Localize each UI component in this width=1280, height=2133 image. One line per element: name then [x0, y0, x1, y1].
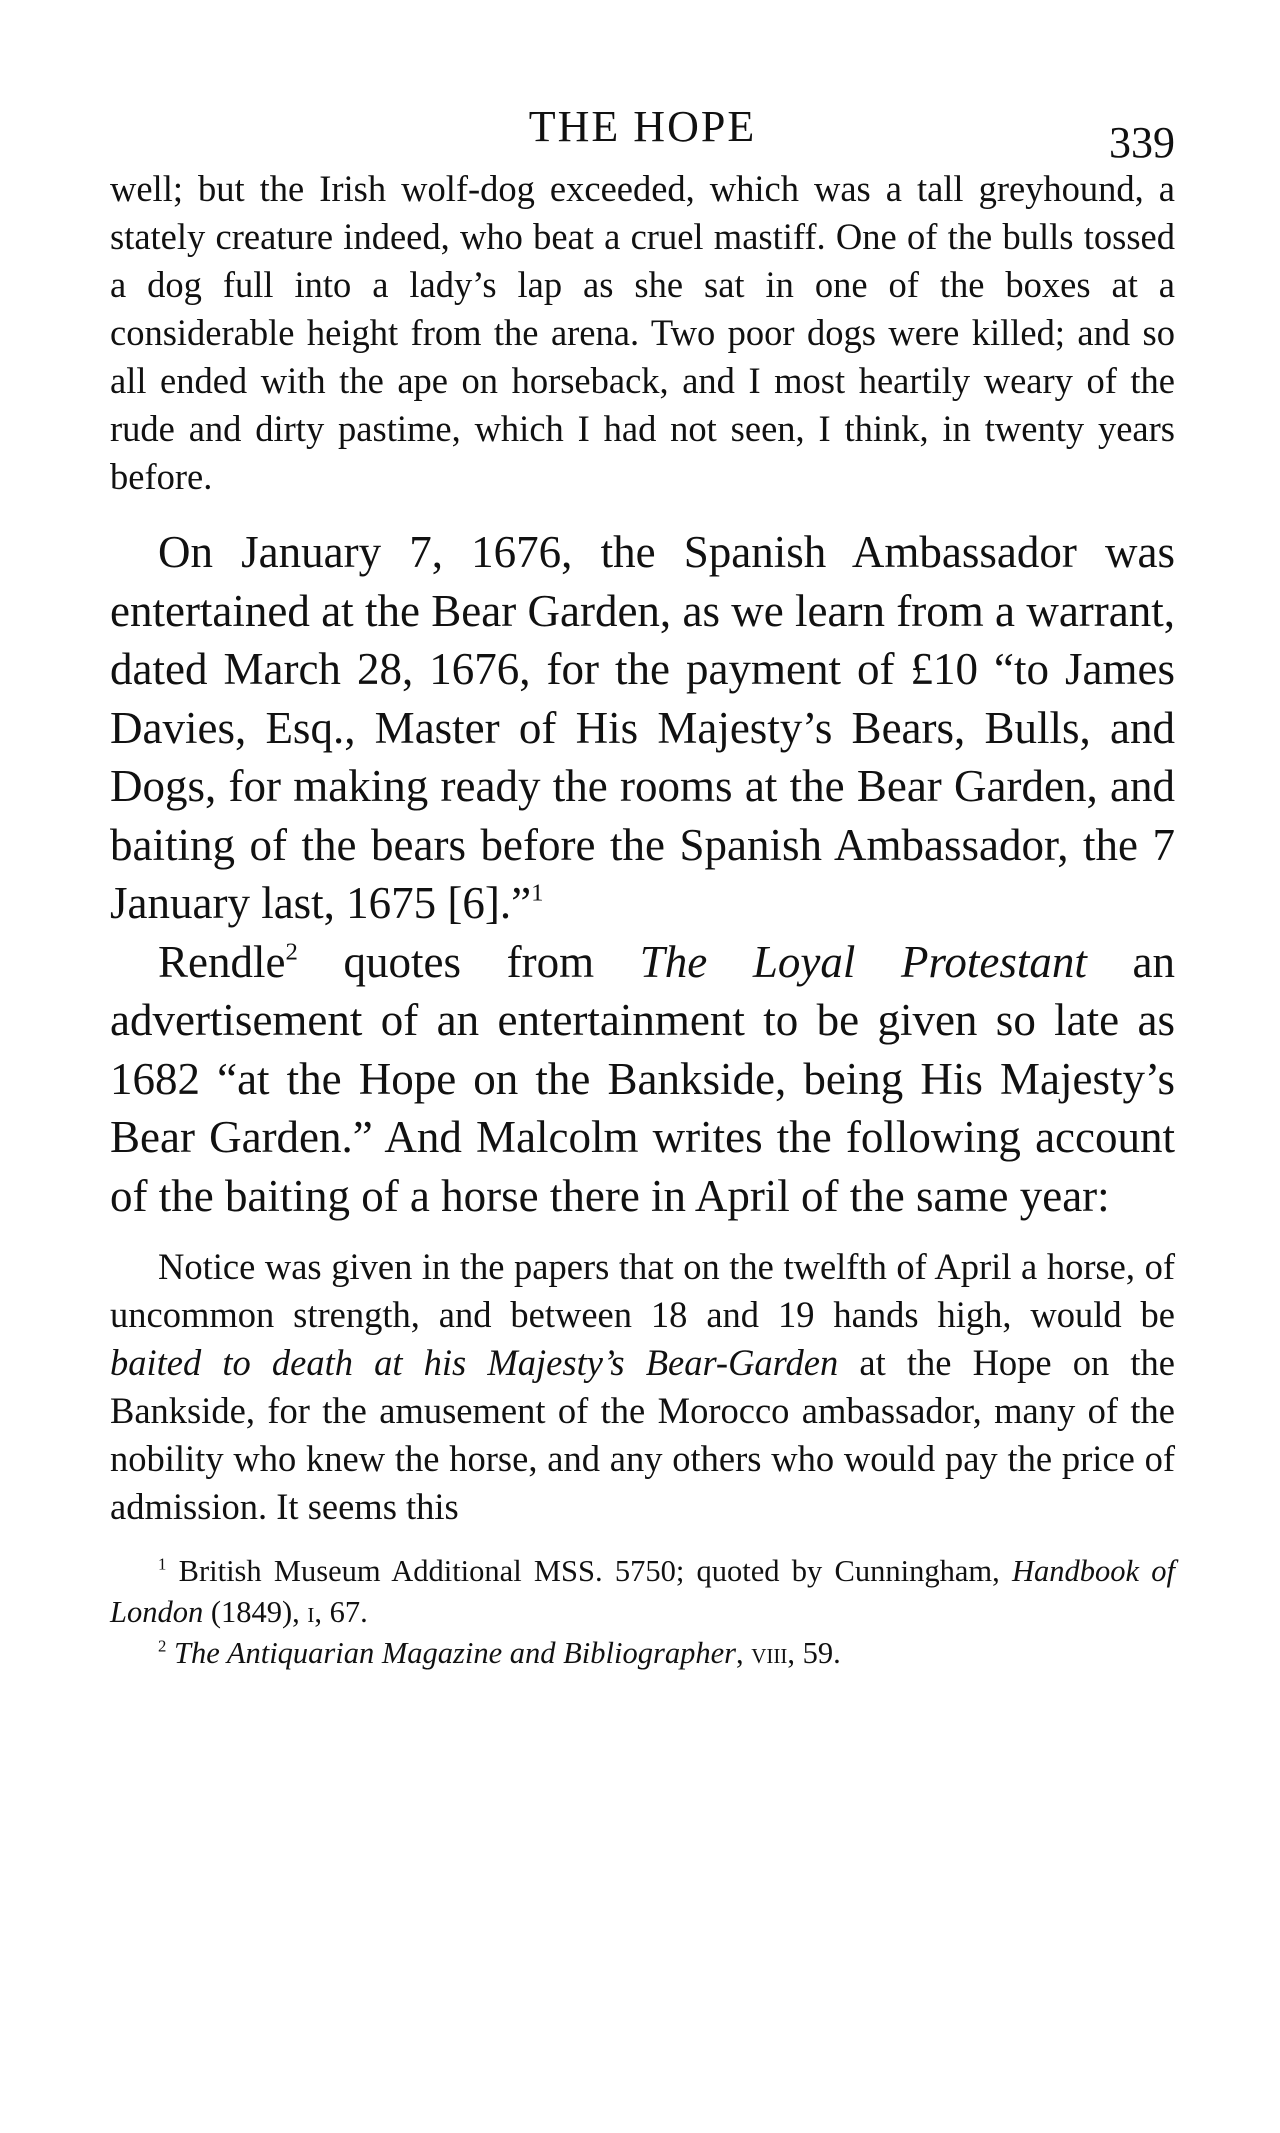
title-loyal-protestant: The Loyal Protestant	[639, 936, 1087, 987]
footnote-volume: i	[307, 1595, 315, 1629]
running-head: THE HOPE	[528, 102, 757, 151]
page-header	[110, 95, 1175, 167]
footnote-text: (1849),	[203, 1595, 308, 1629]
footnote-text: ,	[736, 1636, 752, 1670]
footnote-title: Handbook of London	[110, 1554, 1175, 1629]
footnote-text: British Museum Additional MSS. 5750; quoted by Cunningham,	[166, 1554, 1012, 1588]
paragraph-text: On January 7, 1676, the Spanish Ambassador was entertained at the Bear Garden, as we learn from a warrant, dated March 28, 1676, for the payment of £10 “to James Davies, Esq., Master of His Majesty’s Bears, Bulls, and Dogs, for making ready the rooms at the Bear Garden, and baiting of the bears before the Spanish Ambassador, the 7 January last, 1675 [6].”	[110, 527, 1175, 928]
quote-text: Notice was given in the papers that on the twelfth of April a horse, of uncommon strength, and between 18 and 19 hands high, would be	[110, 1246, 1175, 1335]
paragraph-text: an advertisement of an entertainment to be given so late as 1682 “at the Hope on the Bankside, being His Majesty’s Bear Garden.” And Malcolm writes the following account of the baiting of a horse there in April of the same year:	[110, 936, 1175, 1221]
footnote-text: , 67.	[314, 1595, 368, 1629]
footnote-1	[110, 1551, 1175, 1633]
footnote-text: , 59.	[787, 1636, 841, 1670]
footnote-marker: 1	[158, 1554, 167, 1574]
page-number: 339	[1109, 118, 1175, 167]
quote-text: at the Hope on the Bankside, for the amusement of the Morocco ambassador, many of the nobility who knew the horse, and any others who would pay the price of admission. It seems this	[110, 1342, 1175, 1527]
block-quote-continued: well; but the Irish wolf-dog exceeded, which was a tall greyhound, a stately creature indeed, who beat a cruel mastiff. One of the bulls tossed a dog full into a lady’s lap as she sat in one of the boxes at a considerable height from the arena. Two poor dogs were killed; and so all ended with the ape on horseback, and I most heartily weary of the rude and dirty pastime, which I had not seen, I think, in twenty years before.	[110, 168, 1175, 497]
paragraph-rendle	[110, 933, 1175, 1226]
footnote-marker: 2	[158, 1636, 167, 1656]
footnote-2	[110, 1633, 1175, 1674]
footnote-ref-1: 1	[531, 879, 544, 907]
footnote-ref-2: 2	[285, 938, 298, 966]
paragraph-spanish-ambassador	[110, 523, 1175, 933]
paragraph-text: quotes from	[297, 936, 640, 987]
footnote-title: The Antiquarian Magazine and Bibliographer	[174, 1636, 737, 1670]
block-quote-notice	[110, 1243, 1175, 1531]
paragraph-text: Rendle	[158, 936, 286, 987]
footnote-volume: viii	[751, 1636, 788, 1670]
book-page	[110, 95, 1175, 1674]
quote-italic: baited to death at his Majesty’s Bear-Garden	[110, 1342, 839, 1383]
footnotes	[110, 1551, 1175, 1674]
